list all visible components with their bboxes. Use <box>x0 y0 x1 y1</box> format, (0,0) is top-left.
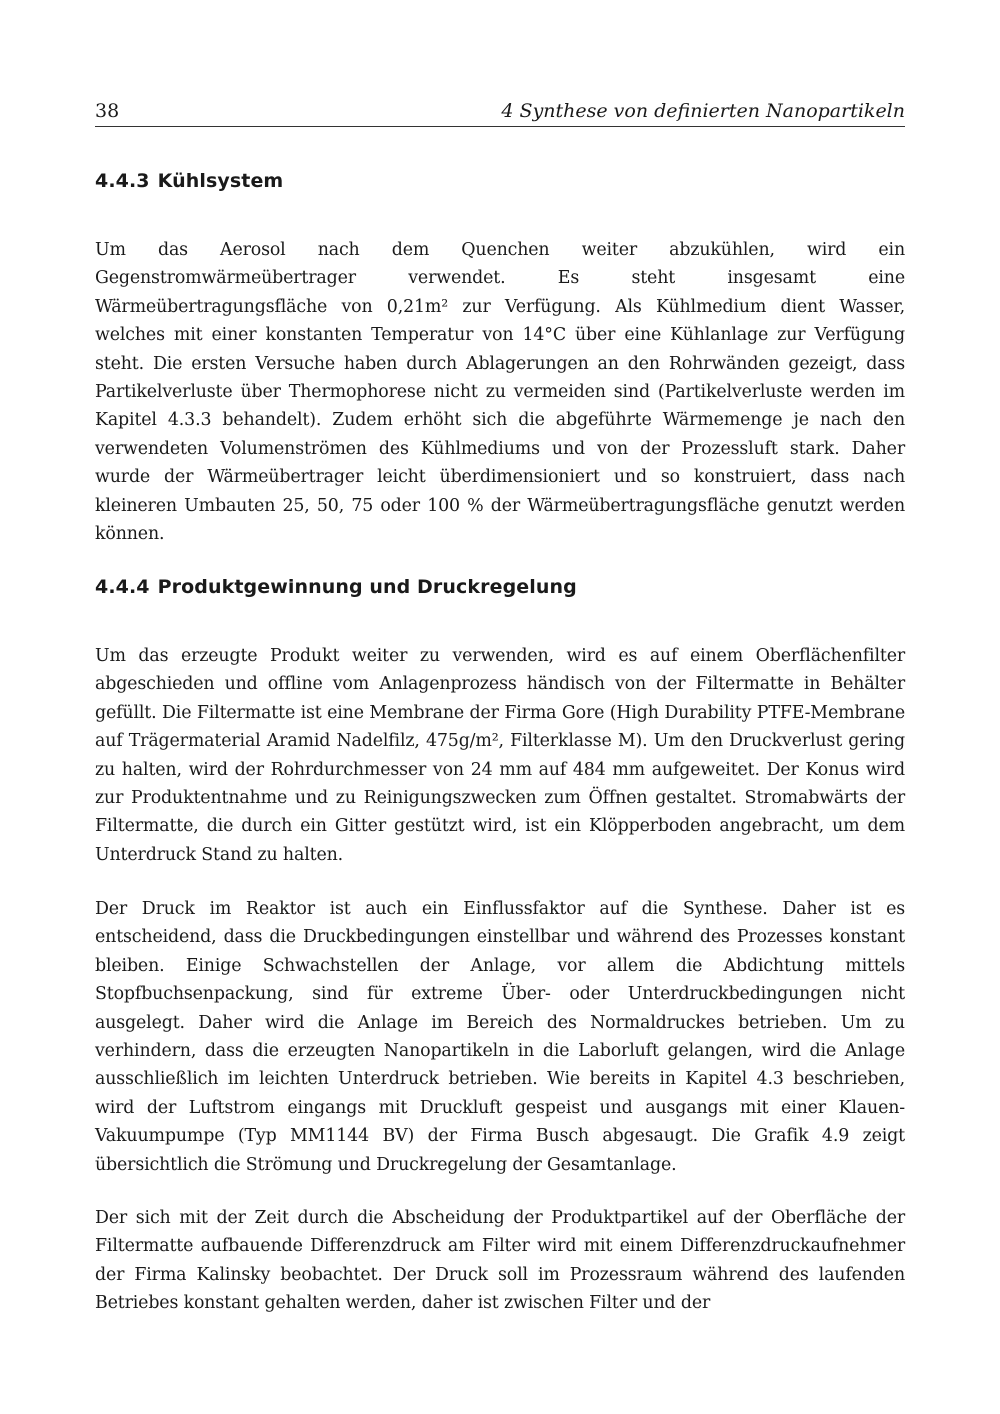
section-title: Kühlsystem <box>157 170 284 192</box>
section-heading-produktgewinnung <box>95 576 577 598</box>
section-heading-kuehlsystem <box>95 170 283 192</box>
chapter-title: 4 Synthese von definierten Nanopartikeln <box>501 100 905 122</box>
section-number: 4.4.4 <box>95 576 150 598</box>
paragraph-differenzdruck: Der sich mit der Zeit durch die Abscheidung der Produktpartikel auf der Oberfläche der Filtermatte aufbauende Differenzdruck am Filter wird mit einem Differenzdruckaufnehmer der Firma Kalinsky beobachtet. Der Druck soll im Prozessraum während des laufenden Betriebes konstant gehalten werden, daher ist zwischen Filter und der <box>95 1208 905 1314</box>
paragraph-kuehlsystem: Um das Aerosol nach dem Quenchen weiter abzukühlen, wird ein Gegenstromwärmeübertrager verwendet. Es steht insgesamt eine Wärmeübertragungsfläche von 0,21m² zur Verfügung. Als Kühlmedium dient Wasser, welches mit einer konstanten Temperatur von 14°C über eine Kühlanlage zur Verfügung steht. Die ersten Versuche haben durch Ablagerungen an den Rohrwänden gezeigt, dass Partikelverluste über Thermophorese nicht zu vermeiden sind (Partikelverluste werden im Kapitel 4.3.3 behandelt). Zudem erhöht sich die abgeführte Wärmemenge je nach den verwendeten Volumenströmen des Kühlmediums und von der Prozessluft stark. Daher wurde der Wärmeübertrager leicht überdimensioniert und so konstruiert, dass nach kleineren Umbauten 25, 50, 75 oder 100 % der Wärmeübertragungsfläche genutzt werden können. <box>95 240 905 545</box>
section-number: 4.4.3 <box>95 170 150 192</box>
paragraph-druck-reaktor: Der Druck im Reaktor ist auch ein Einflussfaktor auf die Synthese. Daher ist es entscheidend, dass die Druckbedingungen einstellbar und während des Prozesses konstant bleiben. Einige Schwachstellen der Anlage, vor allem die Abdichtung mittels Stopfbuchsenpackung, sind für extreme Über- oder Unterdruckbedingungen nicht ausgelegt. Daher wird die Anlage im Bereich des Normaldruckes betrieben. Um zu verhindern, dass die erzeugten Nanopartikeln in die Laborluft gelangen, wird die Anlage ausschließlich im leichten Unterdruck betrieben. Wie bereits in Kapitel 4.3 beschrieben, wird der Luftstrom eingangs mit Druckluft gespeist und ausgangs mit einer Klauen-Vakuumpumpe (Typ MM1144 BV) der Firma Busch abgesaugt. Die Grafik 4.9 zeigt übersichtlich die Strömung und Druckregelung der Gesamtanlage. <box>95 899 905 1175</box>
running-header <box>95 100 905 127</box>
page-number: 38 <box>95 100 120 122</box>
section-title: Produktgewinnung und Druckregelung <box>157 576 577 598</box>
paragraph-produktgewinnung: Um das erzeugte Produkt weiter zu verwenden, wird es auf einem Oberflächenfilter abgeschieden und offline vom Anlagenprozess händisch von der Filtermatte in Behälter gefüllt. Die Filtermatte ist eine Membrane der Firma Gore (High Durability PTFE-Membrane auf Trägermaterial Aramid Nadelfilz, 475g/m², Filterklasse M). Um den Druckverlust gering zu halten, wird der Rohrdurchmesser von 24 mm auf 484 mm aufgeweitet. Der Konus wird zur Produktentnahme und zu Reinigungszwecken zum Öffnen gestaltet. Stromabwärts der Filtermatte, die durch ein Gitter gestützt wird, ist ein Klöpperboden angebracht, um dem Unterdruck Stand zu halten. <box>95 646 905 865</box>
